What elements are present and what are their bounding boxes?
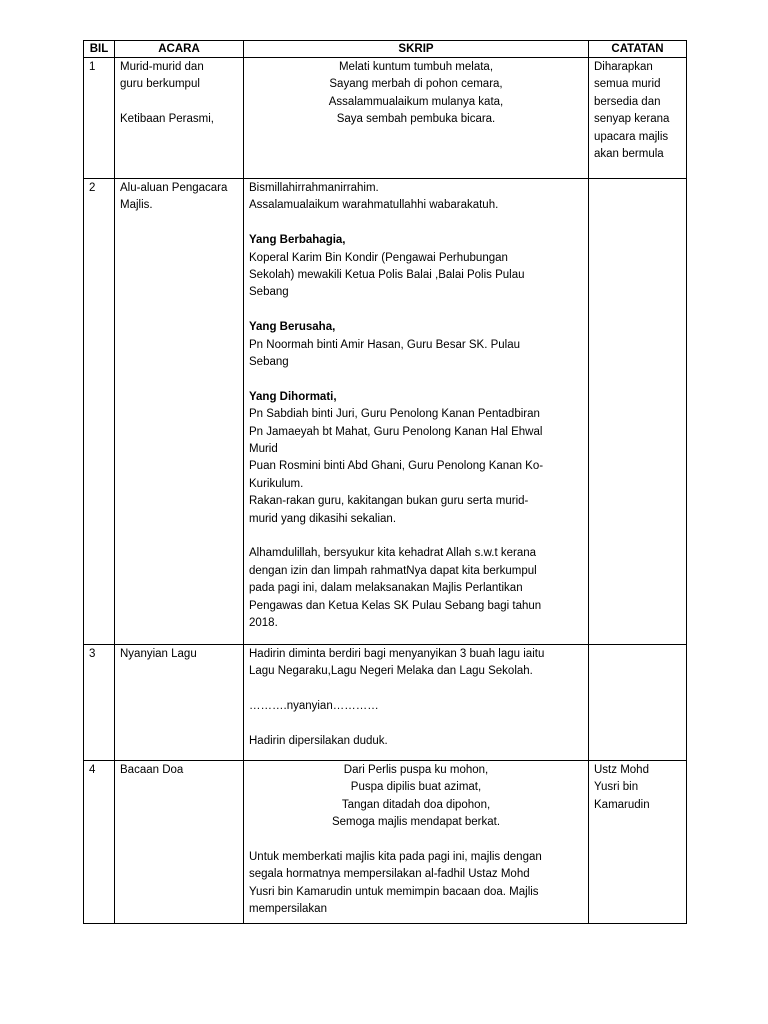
header-catatan: CATATAN [589,41,687,58]
header-row [84,41,687,58]
salutation-heading: Yang Dihormati, [249,390,337,403]
cell-skrip: Bismillahirrahmanirrahim. Assalamualaikum warahmatullahhi wabarakatuh. Yang Berbahagia, Koperal Karim Bin Kondir (Pengawai Perhubungan Sekolah) mewakili Ketua Polis Balai ,Balai Polis Pulau Sebang Yang Berusaha, Pn Noormah binti Amir Hasan, Guru Besar SK. Pulau Sebang Yang Dihormati, Pn Sabdiah binti Juri, Guru Penolong Kanan Pentadbiran Pn Jamaeyah bt Mahat, Guru Penolong Kanan Hal Ehwal Murid Puan Rosmini binti Abd Ghani, Guru Penolong Kanan Ko- Kurikulum. Rakan-rakan guru, kakitangan bukan guru serta murid- murid yang dikasihi sekalian. Alhamdulillah, bersyukur kita kehadrat Allah s.w.t kerana dengan izin dan limpah rahmatNya dapat kita berkumpul pada pagi ini, dalam melaksanakan Majlis Perlantikan Pengawas dan Ketua Kelas SK Pulau Sebang bagi tahun 2018. [244,179,589,645]
header-skrip: SKRIP [244,41,589,58]
cell-bil: 3 [84,645,115,761]
cell-bil: 1 [84,58,115,179]
cell-acara: Alu-aluan Pengacara Majlis. [115,179,244,645]
table-row [84,761,687,924]
cell-catatan [589,645,687,761]
acara-line: Murid-murid dan [120,61,204,73]
cell-acara [115,58,244,179]
cell-skrip [244,58,589,179]
cell-acara: Bacaan Doa [115,761,244,924]
table-row [84,58,687,179]
salutation-heading: Yang Berbahagia, [249,234,346,247]
acara-line: guru berkumpul [120,78,200,91]
cell-catatan [589,179,687,645]
cell-bil: 2 [84,179,115,645]
acara-line: Ketibaan Perasmi, [120,113,214,126]
cell-catatan: Ustz Mohd Yusri bin Kamarudin [589,761,687,924]
cell-catatan: Diharapkan semua murid bersedia dan senyap kerana upacara majlis akan bermula [589,58,687,179]
table-row [84,645,687,761]
cell-skrip: Dari Perlis puspa ku mohon, Puspa dipilis buat azimat, Tangan ditadah doa dipohon, Semoga majlis mendapat berkat. Untuk memberkati majlis kita pada pagi ini, majlis dengan segala hormatnya mempersilakan al-fadhil Ustaz Mohd Yusri bin Kamarudin untuk memimpin bacaan doa. Majlis mempersilakan [244,761,589,924]
pantun: Dari Perlis puspa ku mohon, Puspa dipilis buat azimat, Tangan ditadah doa dipohon, Semoga majlis mendapat berkat. [331,764,501,829]
header-acara: ACARA [115,41,244,58]
header-bil: BIL [84,41,115,58]
table-row [84,179,687,645]
cell-acara: Nyanyian Lagu [115,645,244,761]
cell-bil: 4 [84,761,115,924]
program-table [83,40,687,924]
salutation-heading: Yang Berusaha, [249,321,336,334]
cell-skrip: Hadirin diminta berdiri bagi menyanyikan 3 buah lagu iaitu Lagu Negaraku,Lagu Negeri Melaka dan Lagu Sekolah. ……….nyanyian………… Hadirin dipersilakan duduk. [244,645,589,761]
pantun: Melati kuntum tumbuh melata, Sayang merbah di pohon cemara, Assalammualaikum mulanya kata, Saya sembah pembuka bicara. [328,61,504,126]
